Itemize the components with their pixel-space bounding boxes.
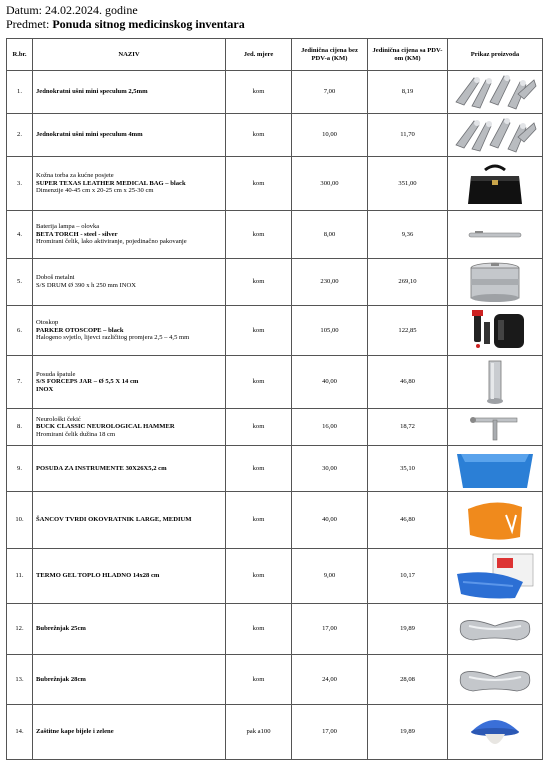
table-row: [7, 655, 543, 705]
sterilization-drum-image: [450, 261, 540, 303]
table-row: [7, 306, 543, 356]
document-header: [6, 3, 245, 31]
unit-of-measure: kom: [226, 211, 292, 259]
row-number: 11.: [7, 549, 33, 604]
unit-of-measure: kom: [226, 446, 292, 492]
item-name-line: S/S FORCEPS JAR – Ø 5,5 X 14 cm: [36, 378, 139, 386]
table-row: [7, 211, 543, 259]
price-without-vat: 7,00: [292, 71, 368, 114]
item-name: [33, 259, 226, 306]
price-without-vat: 9,00: [292, 549, 368, 604]
unit-of-measure: pak a100: [226, 705, 292, 760]
row-number: 4.: [7, 211, 33, 259]
item-name: [33, 409, 226, 446]
unit-of-measure: kom: [226, 356, 292, 409]
row-number: 2.: [7, 114, 33, 157]
unit-of-measure: kom: [226, 409, 292, 446]
row-number: 9.: [7, 446, 33, 492]
product-image: [448, 604, 543, 655]
unit-of-measure: kom: [226, 259, 292, 306]
price-with-vat: 28,08: [368, 655, 448, 705]
surgical-cap-image: [450, 708, 540, 756]
medical-bag-image: [450, 162, 540, 206]
thermo-gel-pack-image: [450, 552, 540, 600]
item-name-line: Neurološki čekić: [36, 415, 81, 423]
table-row: [7, 409, 543, 446]
table-row: [7, 492, 543, 549]
item-name-line: TERMO GEL TOPLO HLADNO 14x28 cm: [36, 572, 160, 580]
subject-label: Predmet:: [6, 17, 50, 31]
item-name-line: Halogeno svjetlo, lijevci različitog promjera 2,5 – 4,5 mm: [36, 334, 190, 342]
item-name-line: SUPER TEXAS LEATHER MEDICAL BAG – black: [36, 179, 186, 187]
item-name-line: Jednokratni ušni mini speculum 2,5mm: [36, 88, 148, 96]
col-header-unit: Jed. mjere: [226, 39, 292, 71]
price-with-vat: 19,89: [368, 604, 448, 655]
kidney-dish-image: [450, 614, 540, 644]
product-image: [448, 409, 543, 446]
instrument-tray-image: [450, 448, 540, 490]
col-header-no: R.br.: [7, 39, 33, 71]
unit-of-measure: kom: [226, 492, 292, 549]
price-without-vat: 16,00: [292, 409, 368, 446]
table-row: [7, 71, 543, 114]
unit-of-measure: kom: [226, 114, 292, 157]
price-with-vat: 10,17: [368, 549, 448, 604]
item-name-line: Hromirani čelik dužina 18 cm: [36, 430, 116, 438]
item-name: [33, 705, 226, 760]
table-row: [7, 114, 543, 157]
row-number: 5.: [7, 259, 33, 306]
product-image: [448, 549, 543, 604]
item-name-line: ŠANCOV TVRDI OKOVRATNIK LARGE, MEDIUM: [36, 516, 192, 524]
product-image: [448, 157, 543, 211]
table-row: [7, 705, 543, 760]
price-with-vat: 35,10: [368, 446, 448, 492]
kidney-dish-image: [450, 665, 540, 695]
row-number: 14.: [7, 705, 33, 760]
price-without-vat: 24,00: [292, 655, 368, 705]
item-name-line: Dimenzije 40-45 cm x 20-25 cm x 25-30 cm: [36, 187, 154, 195]
product-image: [448, 705, 543, 760]
col-header-name: NAZIV: [33, 39, 226, 71]
neuro-hammer-image: [450, 412, 540, 442]
price-with-vat: 18,72: [368, 409, 448, 446]
offer-table: [6, 38, 543, 760]
price-without-vat: 10,00: [292, 114, 368, 157]
row-number: 6.: [7, 306, 33, 356]
item-name-line: Posuda špatule: [36, 370, 76, 378]
unit-of-measure: kom: [226, 655, 292, 705]
product-image: [448, 114, 543, 157]
product-image: [448, 492, 543, 549]
item-name-line: Zaštitne kape bijele i zelene: [36, 728, 114, 736]
col-header-price: Jedinična cijena bez PDV-a (KM): [292, 39, 368, 71]
item-name: [33, 549, 226, 604]
price-with-vat: 46,80: [368, 356, 448, 409]
item-name: [33, 356, 226, 409]
item-name-line: Doboš metalni: [36, 274, 75, 282]
row-number: 10.: [7, 492, 33, 549]
price-without-vat: 30,00: [292, 446, 368, 492]
item-name-line: Bubrežnjak 28cm: [36, 675, 86, 683]
unit-of-measure: kom: [226, 604, 292, 655]
table-row: [7, 549, 543, 604]
row-number: 7.: [7, 356, 33, 409]
unit-of-measure: kom: [226, 306, 292, 356]
product-image: [448, 71, 543, 114]
pen-torch-image: [450, 228, 540, 242]
item-name: [33, 306, 226, 356]
price-without-vat: 40,00: [292, 356, 368, 409]
item-name: [33, 71, 226, 114]
otoscope-kit-image: [450, 308, 540, 354]
item-name-line: BETA TORCH - steel - silver: [36, 230, 118, 238]
subject-value: Ponuda sitnog medicinskog inventara: [52, 17, 245, 31]
table-row: [7, 259, 543, 306]
unit-of-measure: kom: [226, 157, 292, 211]
ear-speculum-set-image: [450, 72, 540, 112]
col-header-image: Prikaz proizvoda: [448, 39, 543, 71]
row-number: 13.: [7, 655, 33, 705]
price-without-vat: 40,00: [292, 492, 368, 549]
table-row: [7, 446, 543, 492]
item-name: [33, 604, 226, 655]
row-number: 8.: [7, 409, 33, 446]
table-body: [7, 71, 543, 760]
item-name-line: BUCK CLASSIC NEUROLOGICAL HAMMER: [36, 423, 175, 431]
price-with-vat: 46,80: [368, 492, 448, 549]
item-name: [33, 655, 226, 705]
table-header-row: [7, 39, 543, 71]
price-with-vat: 9,36: [368, 211, 448, 259]
item-name-line: S/S DRUM Ø 390 x h 250 mm INOX: [36, 282, 137, 289]
forceps-jar-image: [450, 359, 540, 405]
price-without-vat: 105,00: [292, 306, 368, 356]
item-name-line: PARKER OTOSCOPE – black: [36, 326, 124, 334]
product-image: [448, 655, 543, 705]
unit-of-measure: kom: [226, 71, 292, 114]
price-with-vat: 269,10: [368, 259, 448, 306]
product-image: [448, 306, 543, 356]
price-with-vat: 351,00: [368, 157, 448, 211]
item-name: [33, 114, 226, 157]
price-with-vat: 19,89: [368, 705, 448, 760]
item-name-line: POSUDA ZA INSTRUMENTE 30X26X5,2 cm: [36, 464, 167, 472]
price-with-vat: 122,85: [368, 306, 448, 356]
price-without-vat: 17,00: [292, 705, 368, 760]
item-name: [33, 157, 226, 211]
row-number: 1.: [7, 71, 33, 114]
price-without-vat: 17,00: [292, 604, 368, 655]
price-without-vat: 8,00: [292, 211, 368, 259]
date-line: Datum: 24.02.2024. godine: [6, 3, 138, 17]
product-image: [448, 356, 543, 409]
price-with-vat: 11,70: [368, 114, 448, 157]
item-name: [33, 446, 226, 492]
table-row: [7, 356, 543, 409]
item-name-line: Otoskop: [36, 319, 59, 327]
table-row: [7, 157, 543, 211]
price-without-vat: 300,00: [292, 157, 368, 211]
item-name-line: Jednokratni ušni mini speculum 4mm: [36, 131, 143, 139]
item-name: [33, 492, 226, 549]
price-without-vat: 230,00: [292, 259, 368, 306]
item-name-line: Baterija lampa – olovka: [36, 223, 100, 231]
row-number: 3.: [7, 157, 33, 211]
item-name-line: Bubrežnjak 25cm: [36, 625, 86, 633]
product-image: [448, 259, 543, 306]
row-number: 12.: [7, 604, 33, 655]
item-name-line: Hromirani čelik, lako aktiviranje, pojedinačno pakovanje: [36, 238, 187, 246]
subject-line: [6, 17, 245, 31]
product-image: [448, 446, 543, 492]
item-name-line: Kožna torba za kućne posjete: [36, 172, 114, 180]
item-name: [33, 211, 226, 259]
neck-collar-image: [450, 497, 540, 543]
item-name-line: INOX: [36, 385, 54, 393]
col-header-price-vat: Jedinična cijena sa PDV-om (KM): [368, 39, 448, 71]
price-with-vat: 8,19: [368, 71, 448, 114]
product-image: [448, 211, 543, 259]
unit-of-measure: kom: [226, 549, 292, 604]
ear-speculum-set-image: [450, 115, 540, 155]
table-row: [7, 604, 543, 655]
